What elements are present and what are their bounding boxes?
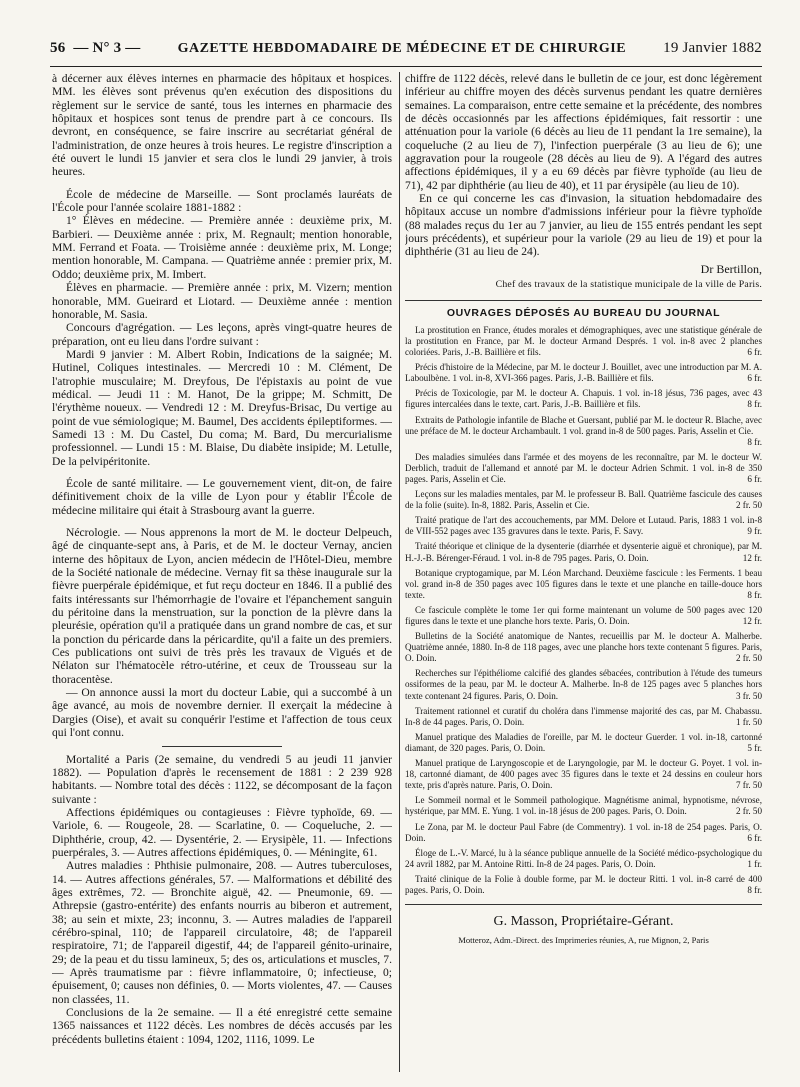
footer-rule bbox=[405, 904, 762, 905]
right-column bbox=[405, 72, 762, 1072]
paragraph-agregation: Concours d'agrégation. — Les leçons, après vingt-quatre heures de préparation, ont eu lieu dans l'ordre suivant : bbox=[52, 321, 392, 348]
books-rule bbox=[405, 300, 762, 301]
book-price: 3 fr. 50 bbox=[735, 690, 762, 701]
page-number: 56 — N° 3 — bbox=[50, 40, 141, 56]
paragraph-necrologie: Nécrologie. — Nous apprenons la mort de M. le docteur Delpeuch, âgé de cinquante-sept ans, à Paris, et de M. le docteur Vernay, ancien interne des hôpitaux de Lyon, ancien médecin de l'Hôtel-Dieu, membre de la Société nationale de médecine. Vernay fit sa thèse inaugurale sur la fièvre puerpérale épidémique, et fut reçu docteur en 1846. Il a publié des faits intéressants sur l'hémorrhagie de l'ovaire et l'épanchement sanguin du péritoine dans la menstruation, sur la ponction de la plèvre dans la pleurésie, opération qu'il a pratiquée dans un grand nombre de cas, et sur la ponction du péricarde dans la péricardite, qu'il a faite un des premiers. Ces publications ont suivi de très près les travaux de Vigués et de Nélaton sur l'hématocèle rétro-utérine, et ceux de Trousseau sur la thoracentèse. bbox=[52, 526, 392, 686]
section-rule bbox=[162, 746, 282, 747]
book-entry bbox=[405, 325, 762, 358]
book-text: Leçons sur les maladies mentales, par M. le professeur B. Ball. Quatrième fascicule des causes de la folie (suite). In-8, 1882. Paris, Asselin et Cie. bbox=[405, 489, 762, 511]
book-entry bbox=[405, 568, 762, 601]
book-entry bbox=[405, 732, 762, 754]
book-text: Extraits de Pathologie infantile de Blache et Guersant, publié par M. le docteur R. Blache, avec une préface de M. le docteur Archambault. 1 vol. grand in-8 de 500 pages. Paris, Asselin et Cie. bbox=[405, 414, 762, 436]
book-text: Traitement rationnel et curatif du choléra dans l'immense majorité des cas, par M. Chabassu. In-8 de 44 pages. Paris, O. Doin. bbox=[405, 705, 762, 727]
book-entry bbox=[405, 452, 762, 485]
book-price: 1 fr. 50 bbox=[735, 716, 762, 727]
paragraph-conclusions: Conclusions de la 2e semaine. — Il a été enregistré cette semaine 1365 naissances et 1122 décès. Les nombres de décès accusés par les précédents bulletins étaient : 1094, 1202, 1116, 1099. Le bbox=[52, 1006, 392, 1046]
book-entry bbox=[405, 362, 762, 384]
book-text: Manuel pratique de Laryngoscopie et de Laryngologie, par M. le docteur G. Poyet. 1 vol. in-18, cartonné diamant, de 400 pages avec 35 figures dans le texte et 24 dessins en couleur hors texte, pris d'après nature. Paris, O. Doin. bbox=[405, 758, 762, 791]
paragraph-autres-maladies: Autres maladies : Phthisie pulmonaire, 208. — Autres tuberculoses, 14. — Autres affections générales, 57. — Malformations et débilité des âges extrêmes, 72. — Bronchite aiguë, 42. — Pneumonie, 69. — Athrepsie (gastro-entérite) des enfants nourris au biberon et autrement, 38; au sein et mixte, 23; inconnu, 3. — Autres maladies de l'appareil cérébro-spinal, 110; de l'appareil circulatoire, 48; de l'appareil respiratoire, 71; de l'appareil digestif, 44; de l'appareil génito-urinaire, 29; de la peau et du tissu lamineux, 5; des os, articulations et muscles, 7. — Après traumatisme par : fièvre inflammatoire, 0; infectieuse, 0; épuisement, 0; causes non définies, 0. — Morts violentes, 47. — Causes non classées, 11. bbox=[52, 859, 392, 1006]
books-title: OUVRAGES DÉPOSÉS AU BUREAU DU JOURNAL bbox=[446, 306, 721, 319]
book-price: 6 fr. bbox=[747, 373, 762, 384]
signature: Dr Bertillon, bbox=[700, 261, 762, 276]
book-text: Traité clinique de la Folie à double forme, par M. le docteur Ritti. 1 vol. in-8 carré de 400 pages. Paris, O. Doin. bbox=[405, 873, 762, 895]
paragraph-epidemiques: Affections épidémiques ou contagieuses : Fièvre typhoïde, 69. — Variole, 6. — Rougeole, 28. — Scarlatine, 0. — Coqueluche, 2. — Diphthérie, croup, 42. — Dysentérie, 2. — Erysipèle, 11. — Infections puerpérales, 3. — Autres affections épidémiques, 0. — Méningite, 61. bbox=[52, 805, 392, 859]
book-price: 2 fr. 50 bbox=[735, 806, 762, 817]
book-entry bbox=[405, 874, 762, 896]
book-entry bbox=[405, 415, 762, 448]
book-entry bbox=[405, 758, 762, 791]
paragraph-lecons: Mardi 9 janvier : M. Albert Robin, Indications de la saignée; M. Hutinel, Coliques intestinales. — Mercredi 10 : M. Clément, De l'atrophie musculaire; M. Dreyfous, De l'épistaxis au point de vue médical. — Jeudi 11 : M. Hanot, De la grippe; M. Schmitt, De l'érythème noueux. — Vendredi 12 : M. Dreyfus-Brisac, Du vertige au point de vue sémiologique; M. Baumel, Des accidents épileptiformes. — Samedi 13 : M. Du Castel, Du coma; M. Bard, Du mercurialisme professionnel. — Lundi 15 : M. Blaise, Du diabète insipide; M. Letulle, De la pelvipéritonite. bbox=[52, 347, 392, 468]
printer-imprint: Motteroz, Adm.-Direct. des Imprimeries réunies, A, rue Mignon, 2, Paris bbox=[458, 935, 709, 946]
books-list bbox=[405, 325, 762, 896]
book-entry bbox=[405, 541, 762, 563]
book-entry bbox=[405, 515, 762, 537]
book-text: Le Sommeil normal et le Sommeil pathologique. Magnétisme animal, hypnotisme, névrose, hystérique, par MM. E. Yung. 1 vol. in-18 jésus de 200 pages. Paris, O. Doin. bbox=[405, 795, 762, 817]
book-text: Recherches sur l'épithéliome calcifié des glandes sébacées, contribution à l'étude des tumeurs ossiformes de la peau, par M. le docteur A. Malherbe. In-8 de 125 pages avec 5 planches hors texte contenant 24 figures. Paris, O. Doin. bbox=[405, 668, 762, 701]
book-price: 8 fr. bbox=[747, 436, 762, 447]
paragraph-sante-militaire: École de santé militaire. — Le gouvernement vient, dit-on, de faire définitivement choix de la ville de Lyon pour y établir l'École de médecine militaire qui était à Strasbourg avant la guerre. bbox=[52, 476, 392, 517]
book-text: Botanique cryptogamique, par M. Léon Marchand. Deuxième fascicule : les Ferments. 1 beau vol. grand in-8 de 350 pages avec 105 figures dans le texte et une planche en taille-douce hors texte. bbox=[405, 567, 762, 600]
signature-title: Chef des travaux de la statistique municipale de la ville de Paris. bbox=[495, 279, 762, 291]
journal-title: GAZETTE HEBDOMADAIRE DE MÉDECINE ET DE CHIRURGIE bbox=[177, 41, 627, 56]
book-entry bbox=[405, 631, 762, 664]
paragraph-internes: à décerner aux élèves internes en pharmacie des hôpitaux et hospices. MM. les élèves sont prévenus qu'en exécution des dispositions du règlement sur le service de santé, tous les internes en pharmacie des hôpitaux et hospices sont tenus de prendre part à ce concours. Ils devront, en conséquence, se faire inscrire au secrétariat général de l'administration, de onze heures à trois heures. Le registre d'inscription a été ouvert le lundi 15 janvier et sera clos le lundi 29 janvier, à trois heures. bbox=[52, 72, 392, 179]
book-price: 2 fr. 50 bbox=[735, 500, 762, 511]
book-price: 2 fr. 50 bbox=[735, 653, 762, 664]
book-price: 8 fr. bbox=[747, 399, 762, 410]
page-header bbox=[50, 40, 762, 64]
book-text: Précis d'histoire de la Médecine, par M. le docteur J. Bouillet, avec une introduction par M. A. Laboulbène. 1 vol. in-8, XVI-366 pages. Paris, J.-B. Baillière et fils. bbox=[405, 362, 762, 384]
paragraph-marseille: École de médecine de Marseille. — Sont proclamés lauréats de l'École pour l'année scolaire 1881-1882 : bbox=[52, 187, 392, 215]
book-entry bbox=[405, 605, 762, 627]
book-price: 7 fr. 50 bbox=[735, 780, 762, 791]
book-entry bbox=[405, 706, 762, 728]
book-price: 8 fr. bbox=[747, 589, 762, 600]
book-entry bbox=[405, 489, 762, 511]
book-text: Éloge de L.-V. Marcé, lu à la séance publique annuelle de la Société médico-psychologique du 24 avril 1882, par M. Antoine Ritti. In-8 de 24 pages. Paris, O. Doin. bbox=[405, 847, 762, 869]
book-entry bbox=[405, 668, 762, 701]
paragraph-chiffre: chiffre de 1122 décès, relevé dans le bulletin de ce jour, est donc légèrement inférieur au chiffre moyen des décès survenus pendant les quatre dernières semaines. La comparaison, entre cette semaine et la précédente, des nombres de décès occasionnés par les affections épidémiques, fait ressortir : une atténuation pour la variole (6 décès au lieu de 11 pendant la 1re semaine), la coqueluche (2 au lieu de 7), l'infection puerpérale (3 au lieu de 6); une aggravation pour la rougeole (28 décès au lieu de 9). A l'égard des autres affections épidémiques, il y a eu 69 décès par fièvre typhoïde (au lieu de 71), 42 par diphthérie (au lieu de 40), et 11 par érysipèle (au lieu de 10). bbox=[405, 72, 762, 192]
book-entry bbox=[405, 388, 762, 410]
book-text: Précis de Toxicologie, par M. le docteur A. Chapuis. 1 vol. in-18 jésus, 736 pages, avec 43 figures intercalées dans le texte, cart. Paris, J.-B. Baillière et fils. bbox=[405, 388, 762, 410]
book-price: 5 fr. bbox=[747, 742, 762, 753]
paragraph-eleves-pharmacie: Élèves en pharmacie. — Première année : prix, M. Vizern; mention honorable, MM. Gueirard et Liotard. — Deuxième année : mention honorable, M. Sasia. bbox=[52, 281, 392, 321]
paragraph-eleves-medecine: 1° Élèves en médecine. — Première année : deuxième prix, M. Barbieri. — Deuxième année : prix, M. Regnault; mention honorable, MM. Ferrand et Foata. — Troisième année : deuxième prix, M. Longe; mention honorable, M. Campana. — Quatrième année : premier prix, M. Oddo; deuxième prix, M. Imbert. bbox=[52, 214, 392, 281]
book-price: 9 fr. bbox=[747, 526, 762, 537]
header-rule bbox=[50, 66, 762, 67]
paragraph-mortalite: Mortalité a Paris (2e semaine, du vendredi 5 au jeudi 11 janvier 1882). — Population d'après le recensement de 1881 : 2 239 928 habitants. — Nombre total des décès : 1122, se décomposant de la façon suivante : bbox=[52, 752, 392, 806]
book-text: La prostitution en France, études morales et démographiques, avec une statistique générale de la prostitution en France, par M. le docteur Armand Després. 1 vol. in-8 avec 2 planches coloriées. Paris, J.-B. Baillière et fils. bbox=[405, 324, 762, 358]
left-column bbox=[52, 72, 392, 1072]
book-text: Traité théorique et clinique de la dysenterie (diarrhée et dysenterie aiguë et chronique), par M. H.-J.-B. Bérenger-Féraud. 1 vol. in-8 de 795 pages. Paris, O. Doin. bbox=[405, 541, 762, 563]
book-price: 6 fr. bbox=[747, 347, 762, 358]
paragraph-invasion: En ce qui concerne les cas d'invasion, la situation hebdomadaire des hôpitaux accuse un nombre d'admissions inférieur pour la fièvre typhoïde (88 malades reçus du 1er au 7 janvier, au lieu de 155 entrés pendant les sept jours précédents), et supérieur pour la variole (29 au lieu de 19) et pour la diphthérie (31 au lieu de 24). bbox=[405, 192, 762, 259]
book-text: Manuel pratique des Maladies de l'oreille, par M. le docteur Guerder. 1 vol. in-18, cartonné diamant, de 320 pages. Paris, O. Doin. bbox=[405, 731, 762, 753]
book-text: Des maladies simulées dans l'armée et des moyens de les reconnaître, par M. le docteur W. Derblich, traduit de l'allemand et annoté par M. le docteur Adrien Schmit. 1 vol. in-8 de 350 pages. Paris, Asselin et Cie. bbox=[405, 451, 762, 484]
book-price: 6 fr. bbox=[747, 832, 762, 843]
book-price: 6 fr. bbox=[747, 473, 762, 484]
book-price: 1 fr. bbox=[747, 858, 762, 869]
proprietor: G. Masson, Propriétaire-Gérant. bbox=[493, 914, 674, 930]
issue-date: 19 Janvier 1882 bbox=[663, 40, 762, 56]
book-price: 12 fr. bbox=[742, 552, 762, 563]
paragraph-labie: — On annonce aussi la mort du docteur Labie, qui a succombé à un âge avancé, au mois de novembre dernier. Il exerçait la médecine à Dargies (Oise), et avait su conquérir l'estime et l'affection de tous ceux qui l'ont connu. bbox=[52, 686, 392, 740]
book-text: Le Zona, par M. le docteur Paul Fabre (de Commentry). 1 vol. in-18 de 254 pages. Paris, O. Doin. bbox=[405, 821, 762, 843]
book-price: 8 fr. bbox=[747, 884, 762, 895]
book-entry bbox=[405, 848, 762, 870]
column-separator bbox=[399, 72, 400, 1072]
book-text: Traité pratique de l'art des accouchements, par MM. Delore et Lutaud. Paris, 1883 1 vol. in-8 de VIII-552 pages avec 135 gravures dans le texte. Paris, F. Savy. bbox=[405, 515, 762, 537]
book-price: 12 fr. bbox=[742, 616, 762, 626]
book-entry bbox=[405, 795, 762, 817]
book-text: Ce fascicule complète le tome 1er qui forme maintenant un volume de 500 pages avec 120 figures dans le texte et une planche hors texte. Paris, O. Doin. bbox=[405, 604, 762, 626]
book-text: Bulletins de la Société anatomique de Nantes, recueillis par M. le docteur A. Malherbe. Quatrième année, 1880. In-8 de 118 pages, avec une planche hors texte contenant 5 figures. Paris, O. Doin. bbox=[405, 631, 762, 664]
book-entry bbox=[405, 822, 762, 844]
